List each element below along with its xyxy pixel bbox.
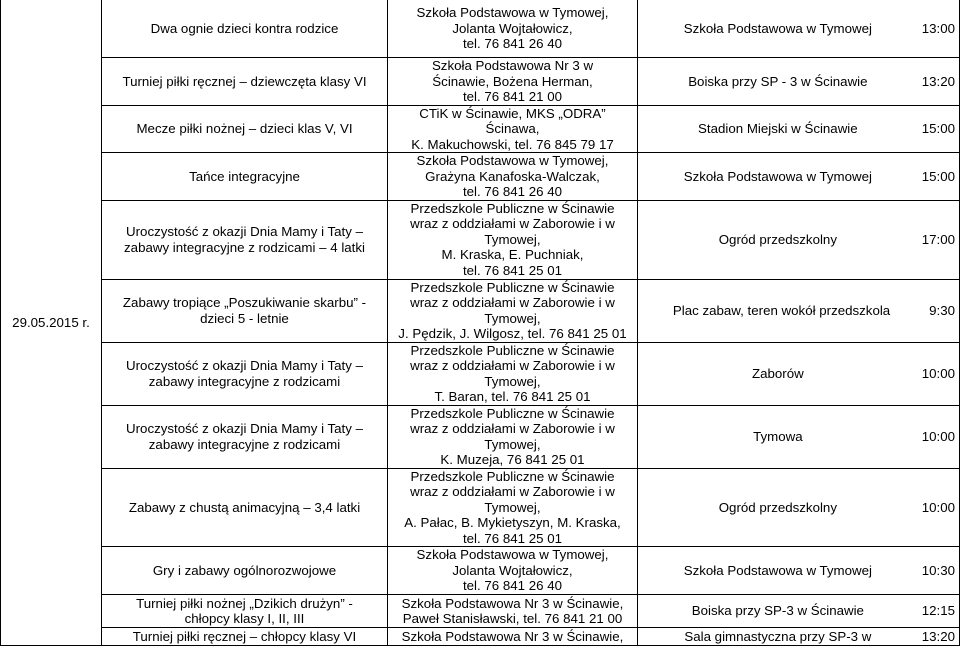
organizer-line: Szkoła Podstawowa Nr 3 w: [431, 58, 594, 73]
organizer-cell: [388, 468, 638, 547]
event-line: chłopcy klasy I, II, III: [184, 611, 305, 626]
event-line: zabawy integracyjne z rodzicami: [148, 373, 341, 389]
table-row: [1, 342, 960, 405]
place-text: Sala gimnastyczna przy SP-3 w: [684, 628, 872, 644]
place-text: Szkoła Podstawowa w Tymowej: [683, 20, 872, 36]
organizer-line: Tymowej,: [484, 373, 541, 389]
place-time-cell: [638, 200, 960, 279]
event-line: Turniej piłki ręcznej – dziewczęta klasy VI: [122, 73, 367, 89]
organizer-line: Przedszkole Publiczne w Ścinawie: [410, 342, 615, 358]
place-text: Stadion Miejski w Ścinawie: [698, 121, 858, 136]
organizer-cell: [388, 342, 638, 405]
place-time-cell: [638, 58, 960, 106]
event-cell: [102, 105, 388, 153]
organizer-cell: [388, 279, 638, 342]
place-text: Ogród przedszkolny: [718, 499, 837, 515]
organizer-line: M. Kraska, E. Puchniak,: [441, 247, 584, 263]
event-cell: [102, 595, 388, 628]
event-line: Zabawy z chustą animacyjną – 3,4 latki: [128, 499, 361, 515]
organizer-line: tel. 76 841 26 40: [462, 578, 563, 594]
organizer-line: wraz z oddziałami w Zaborowie i w: [410, 216, 615, 232]
organizer-line: Szkoła Podstawowa w Tymowej,: [416, 153, 609, 168]
organizer-line: Jolanta Wojtałowicz,: [452, 562, 573, 578]
event-line: Turniej piłki nożnej „Dzikich drużyn” -: [136, 595, 353, 611]
time-text: 13:00: [921, 20, 955, 36]
place-time-cell: [638, 0, 960, 58]
event-line: Mecze piłki nożnej – dzieci klas V, VI: [136, 121, 353, 136]
event-cell: [102, 628, 388, 646]
organizer-line: tel. 76 841 26 40: [462, 36, 563, 52]
organizer-line: Szkoła Podstawowa Nr 3 w Ścinawie,: [401, 595, 624, 611]
organizer-line: T. Baran, tel. 76 841 25 01: [434, 389, 591, 404]
organizer-cell: [388, 153, 638, 201]
organizer-cell: [388, 595, 638, 628]
organizer-cell: [388, 628, 638, 646]
table-row: [1, 547, 960, 595]
events-schedule-body: [1, 0, 960, 646]
event-line: Uroczystość z okazji Dnia Mamy i Taty –: [126, 421, 363, 436]
organizer-line: Szkoła Podstawowa w Tymowej,: [416, 5, 609, 21]
organizer-cell: [388, 200, 638, 279]
event-line: zabawy integracyjne z rodzicami – 4 latki: [124, 239, 365, 255]
place-text: Zaborów: [751, 365, 804, 381]
place-text: Szkoła Podstawowa w Tymowej: [683, 168, 872, 184]
place-time-cell: [638, 342, 960, 405]
organizer-line: wraz z oddziałami w Zaborowie i w: [410, 421, 615, 436]
time-text: 10:00: [921, 499, 955, 515]
event-cell: [102, 405, 388, 468]
event-cell: [102, 468, 388, 547]
organizer-line: K. Muzeja, 76 841 25 01: [440, 452, 585, 467]
time-text: 10:00: [921, 428, 955, 444]
place-time-cell: [638, 468, 960, 547]
event-line: Uroczystość z okazji Dnia Mamy i Taty –: [126, 224, 363, 239]
event-cell: [102, 279, 388, 342]
organizer-line: CTiK w Ścinawie, MKS „ODRA”: [419, 105, 606, 121]
date-cell: 29.05.2015 r.: [1, 0, 102, 646]
time-text: 15:00: [921, 121, 955, 136]
organizer-line: tel. 76 841 25 01: [462, 262, 563, 278]
event-line: Dwa ognie dzieci kontra rodzice: [150, 20, 339, 36]
organizer-cell: [388, 58, 638, 106]
place-text: Szkoła Podstawowa w Tymowej: [683, 562, 872, 578]
organizer-line: tel. 76 841 21 00: [462, 89, 563, 104]
event-cell: [102, 0, 388, 58]
place-text: Plac zabaw, teren wokół przedszkola: [672, 302, 891, 318]
organizer-line: Jolanta Wojtałowicz,: [452, 20, 573, 36]
organizer-line: tel. 76 841 26 40: [462, 184, 563, 199]
event-cell: [102, 153, 388, 201]
organizer-line: wraz z oddziałami w Zaborowie i w: [410, 358, 615, 373]
place-time-cell: [638, 153, 960, 201]
organizer-line: Grażyna Kanafoska-Walczak,: [425, 168, 600, 184]
organizer-cell: [388, 0, 638, 58]
event-line: zabawy integracyjne z rodzicami: [148, 436, 341, 452]
place-time-cell: [638, 628, 960, 646]
event-line: Zabawy tropiące „Poszukiwanie skarbu” -: [122, 295, 367, 310]
event-cell: [102, 547, 388, 595]
place-time-cell: [638, 279, 960, 342]
event-line: Gry i zabawy ogólnorozwojowe: [152, 562, 337, 578]
organizer-cell: [388, 405, 638, 468]
organizer-line: wraz z oddziałami w Zaborowie i w: [410, 295, 615, 310]
table-row: [1, 595, 960, 628]
organizer-line: Szkoła Podstawowa w Tymowej,: [416, 547, 609, 563]
table-row: [1, 200, 960, 279]
place-text: Boiska przy SP-3 w Ścinawie: [691, 603, 864, 619]
place-time-cell: [638, 405, 960, 468]
table-row: [1, 405, 960, 468]
organizer-line: Ścinawa,: [485, 121, 540, 136]
time-text: 10:30: [921, 562, 955, 578]
organizer-line: J. Pędzik, J. Wilgosz, tel. 76 841 25 01: [398, 326, 627, 341]
table-row: [1, 279, 960, 342]
event-line: Tańce integracyjne: [189, 168, 300, 184]
event-cell: [102, 200, 388, 279]
time-text: 10:00: [921, 365, 955, 381]
event-cell: [102, 342, 388, 405]
organizer-line: Tymowej,: [484, 499, 541, 515]
time-text: 13:20: [921, 628, 955, 644]
time-text: 17:00: [921, 231, 955, 247]
organizer-line: Paweł Stanisławski, tel. 76 841 21 00: [402, 611, 623, 626]
organizer-line: A. Pałac, B. Mykietyszyn, M. Kraska,: [404, 515, 621, 530]
event-line: dzieci 5 - letnie: [200, 310, 289, 326]
organizer-cell: [388, 547, 638, 595]
event-line: Uroczystość z okazji Dnia Mamy i Taty –: [126, 358, 363, 373]
event-cell: [102, 58, 388, 106]
organizer-line: Przedszkole Publiczne w Ścinawie: [410, 200, 615, 216]
event-line: Turniej piłki ręcznej – chłopcy klasy VI: [132, 628, 357, 644]
organizer-line: Tymowej,: [484, 310, 541, 326]
organizer-line: K. Makuchowski, tel. 76 845 79 17: [411, 136, 614, 152]
table-row: [1, 468, 960, 547]
place-time-cell: [638, 105, 960, 153]
organizer-line: Szkoła Podstawowa Nr 3 w Ścinawie,: [401, 628, 624, 644]
organizer-cell: [388, 105, 638, 153]
place-text: Ogród przedszkolny: [718, 231, 837, 247]
time-text: 9:30: [929, 302, 955, 318]
place-text: Boiska przy SP - 3 w Ścinawie: [688, 73, 868, 89]
table-row: [1, 153, 960, 201]
place-time-cell: [638, 547, 960, 595]
place-text: Tymowa: [753, 428, 803, 444]
table-row: [1, 105, 960, 153]
table-row: [1, 628, 960, 646]
organizer-line: Tymowej,: [484, 231, 541, 247]
table-row: [1, 58, 960, 106]
time-text: 13:20: [921, 73, 955, 89]
organizer-line: Przedszkole Publiczne w Ścinawie: [410, 279, 615, 295]
place-time-cell: [638, 595, 960, 628]
organizer-line: wraz z oddziałami w Zaborowie i w: [410, 484, 615, 499]
organizer-line: Tymowej,: [484, 436, 541, 452]
time-text: 12:15: [921, 603, 955, 619]
organizer-line: Ścinawie, Bożena Herman,: [432, 73, 593, 89]
organizer-line: Przedszkole Publiczne w Ścinawie: [410, 468, 615, 484]
organizer-line: tel. 76 841 25 01: [462, 530, 563, 546]
time-text: 15:00: [921, 168, 955, 184]
organizer-line: Przedszkole Publiczne w Ścinawie: [410, 405, 615, 421]
table-row: [1, 0, 960, 58]
